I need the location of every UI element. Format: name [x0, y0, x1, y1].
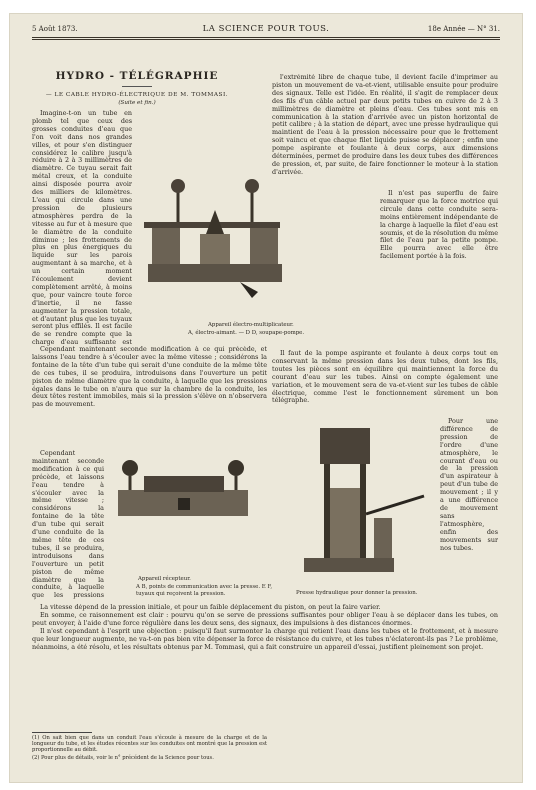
- fig3-pump: [374, 518, 392, 558]
- fig1-caption: Appareil électro-multiplicateur.: [208, 322, 294, 328]
- paragraph: Cependant maintenant seconde modification à ce qui précède, et laissons l'eau tendre à s'écouler avec la même vitesse ; considérons la fontaine de la tête d'un tube qui serait d'une conduite de la même tête de ces tubes, il se produira, introduisons dans l'ouverture un petit piston de même diamètre que la conduite, à laquelle que les pressions égales dans le tube on n'aura que sur la chambre de la conduite, les deux têtes restent immobiles, mais si la pression s'élève on n'observera pas de mouvement.: [32, 346, 267, 409]
- footnote: (2) Pour plus de détails, voir le n° précédent de la Science pour tous.: [32, 754, 214, 761]
- left-column-text-lower: [32, 450, 104, 600]
- fig3-caption: Presse hydraulique pour donner la pression.: [296, 590, 418, 596]
- page-header: [32, 22, 500, 36]
- right-column-text-mid: [272, 350, 498, 414]
- header-rule: [32, 37, 500, 38]
- fig1-base: [148, 264, 282, 282]
- issue-number: 18e Année — N° 31.: [427, 25, 500, 33]
- paragraph: En somme, ce raisonnement est clair : pourvu qu'on se serve de pressions suffisantes pour obliger l'eau à se déplacer dans les tubes, on peut envoyer, à l'aide d'une force régulière dans les deux sens, des signaux, des impulsions à des distances énormes.: [32, 610, 498, 627]
- footnote-divider: [32, 732, 92, 733]
- fig1-central-block: [200, 234, 230, 264]
- fig2-piston: [178, 498, 190, 510]
- header-rule-double: [32, 39, 500, 40]
- fig2-cylinder: [144, 476, 224, 492]
- fig3-left-column: [324, 464, 330, 558]
- left-column-text-middle: [32, 346, 267, 446]
- fig2-right-valve: [228, 460, 244, 476]
- figure-electro-multiplier: [140, 164, 290, 314]
- fig2-left-valve: [122, 460, 138, 476]
- paragraph: La vitesse dépend de la pression initiale, et pour un faible déplacement du piston, on peut la faire varier.: [40, 604, 381, 611]
- article-title: HYDRO - TÉLÉGRAPHIE: [55, 70, 219, 82]
- article-continuation-note: (Suite et fin.): [118, 100, 156, 106]
- figure-receiver: [108, 450, 258, 530]
- bottom-text-block: [32, 604, 498, 728]
- right-column-text-beside-fig: [380, 190, 498, 346]
- paragraph: Pour une différence de pression de l'ordre d'une atmosphère, le courant d'eau ou de la pression d'un aspirateur à peut d'un tube de mouvement ; il y a une différence de mouvement sans l'atmosphère, enfin des mouvements sur nos tubes.: [440, 418, 498, 552]
- fig1-right-coil: [250, 228, 278, 264]
- footnotes: [32, 735, 267, 762]
- paragraph: Il n'est cependant à l'esprit une objection : puisqu'il faut surmonter la charge qui retient l'eau dans les tubes et le frottement, et à mesure que leur longueur augmente, ne va-t-on pas bien vite dépenser la force de résistance du cuivre, et les tubes n'éclateront-ils pas ? Le problème, néanmoins, a été résolu, et les résultats obtenus par M. Tommasi, qui a fait construire un appareil d'essai, justifient pleinement son projet.: [32, 626, 498, 651]
- fig3-lever: [366, 496, 424, 514]
- paragraph: l'extrémité libre de chaque tube, il devient facile d'imprimer au piston un mouvement de va-et-vient, utilisable ensuite pour produire des signaux. Telle est l'idée. En réalité, il s'agit de remplacer deux des fils d'un câble actuel par deux petits tubes en cuivre de 2 à 3 millimètres de diamètre et pleins d'eau. Ces tubes sont mis en communication à la station d'arrivée avec un piston horizontal de petit calibre ; à la station de départ, avec une presse hydraulique qui maintient de l'eau à la pression nécessaire pour que le frottement soit vaincu et que chaque filet liquide puisse se déplacer ; enfin une pompe aspirante et foulante à deux corps, aux dimensions déterminées, permet de produire dans les deux tubes des différences de pression, et, par suite, de faire fonctionner le moteur à la station d'arrivée.: [272, 74, 498, 176]
- fig1-right-knob: [245, 179, 259, 193]
- journal-title: LA SCIENCE POUR TOUS.: [202, 24, 330, 34]
- left-column-text-upper: [32, 110, 132, 346]
- fig3-top-tank: [320, 428, 370, 464]
- paragraph: Imagine-t-on un tube en plomb tel que ceux des grosses conduites d'eau que l'on voit dans nos grandes villes, et pour s'en distinguer considérez le calibre jusqu'à réduire à 2 à 3 millimètres de diamètre. Ce tuyau serait fait métal creux, et la conduite ainsi disposée pourra avoir des milliers de kilomètres. L'eau qui circule dans une pression de plusieurs atmosphères perdra de la vitesse au fur et à mesure que le diamètre de la conduite diminue ; les frottements de plus en plus énergiques du liquide sur les parois augmentant à sa marche, et à un certain moment l'écoulement devient complètement arrêté, à moins que, pour vaincre toute force d'inertie, il ne fasse augmenter la pression totale, et d'autant plus que les tuyaux seront plus effilés. Il est facile de se rendre compte que la charge d'eau suffisante est: [32, 110, 132, 346]
- fig1-left-coil: [152, 228, 180, 264]
- fig1-left-knob: [171, 179, 185, 193]
- article-subtitle: — LE CABLE HYDRO-ÉLECTRIQUE DE M. TOMMASI.: [45, 92, 229, 98]
- journal-page: [10, 14, 522, 782]
- fig3-right-column: [360, 464, 366, 558]
- fig3-base: [304, 558, 394, 572]
- fig3-press-cylinder: [330, 488, 360, 558]
- paragraph: Il n'est pas superflu de faire remarquer que la force motrice qui circule dans cette conduite sera-moins entièrement indépendante de la charge à laquelle la filet d'eau est soumis, et de la résolution du même filet de l'eau par la petite pompe. Elle pourra avec elle être facilement portée à la fois.: [380, 190, 498, 261]
- paragraph: Cependant maintenant seconde modification à ce qui précède, et laissons l'eau tendre à s'écouler avec la même vitesse ; considérons la fontaine de la tête d'un tube qui serait d'une conduite de la même tête de ces tubes, il se produira, introduisons dans l'ouverture un petit piston de même diamètre que la conduite, à laquelle que les pressions: [32, 450, 104, 600]
- right-column-text-beside-press: [440, 418, 498, 588]
- right-column-text-top: [272, 74, 498, 190]
- title-divider: [122, 86, 152, 87]
- figure-hydraulic-press: [284, 418, 434, 588]
- fig1-caption-legend: A, électro-aimant. — D D, soupape-pompe.: [188, 330, 305, 336]
- fig2-caption-legend: A B, points de communication avec la presse. E F, tuyaux qui reçoivent la pression.: [136, 584, 273, 597]
- footnote: (1) On sait bien que dans un conduit l'eau s'écoule à mesure de la charge et de la longueur du tube, et les études récentes sur les conduites ont montré que la pression est proportionnelle au débit.: [32, 735, 267, 754]
- issue-date: 5 Août 1873.: [32, 25, 78, 33]
- fig2-caption: Appareil récepteur.: [138, 576, 191, 582]
- fig1-handle: [240, 282, 258, 298]
- paragraph: Il faut de la pompe aspirante et foulante à deux corps tout en conservant la même pression dans les deux tubes, dont les fils, toutes les pièces sont en équilibre qui maintiennent la force du courant d'eau sur les tubes. Ainsi on compte également une variation, et le mouvement sera de va-et-vient sur les tubes de câble électrique, comme l'est le fonctionnement sûrement un bon télégraphe.: [272, 350, 498, 405]
